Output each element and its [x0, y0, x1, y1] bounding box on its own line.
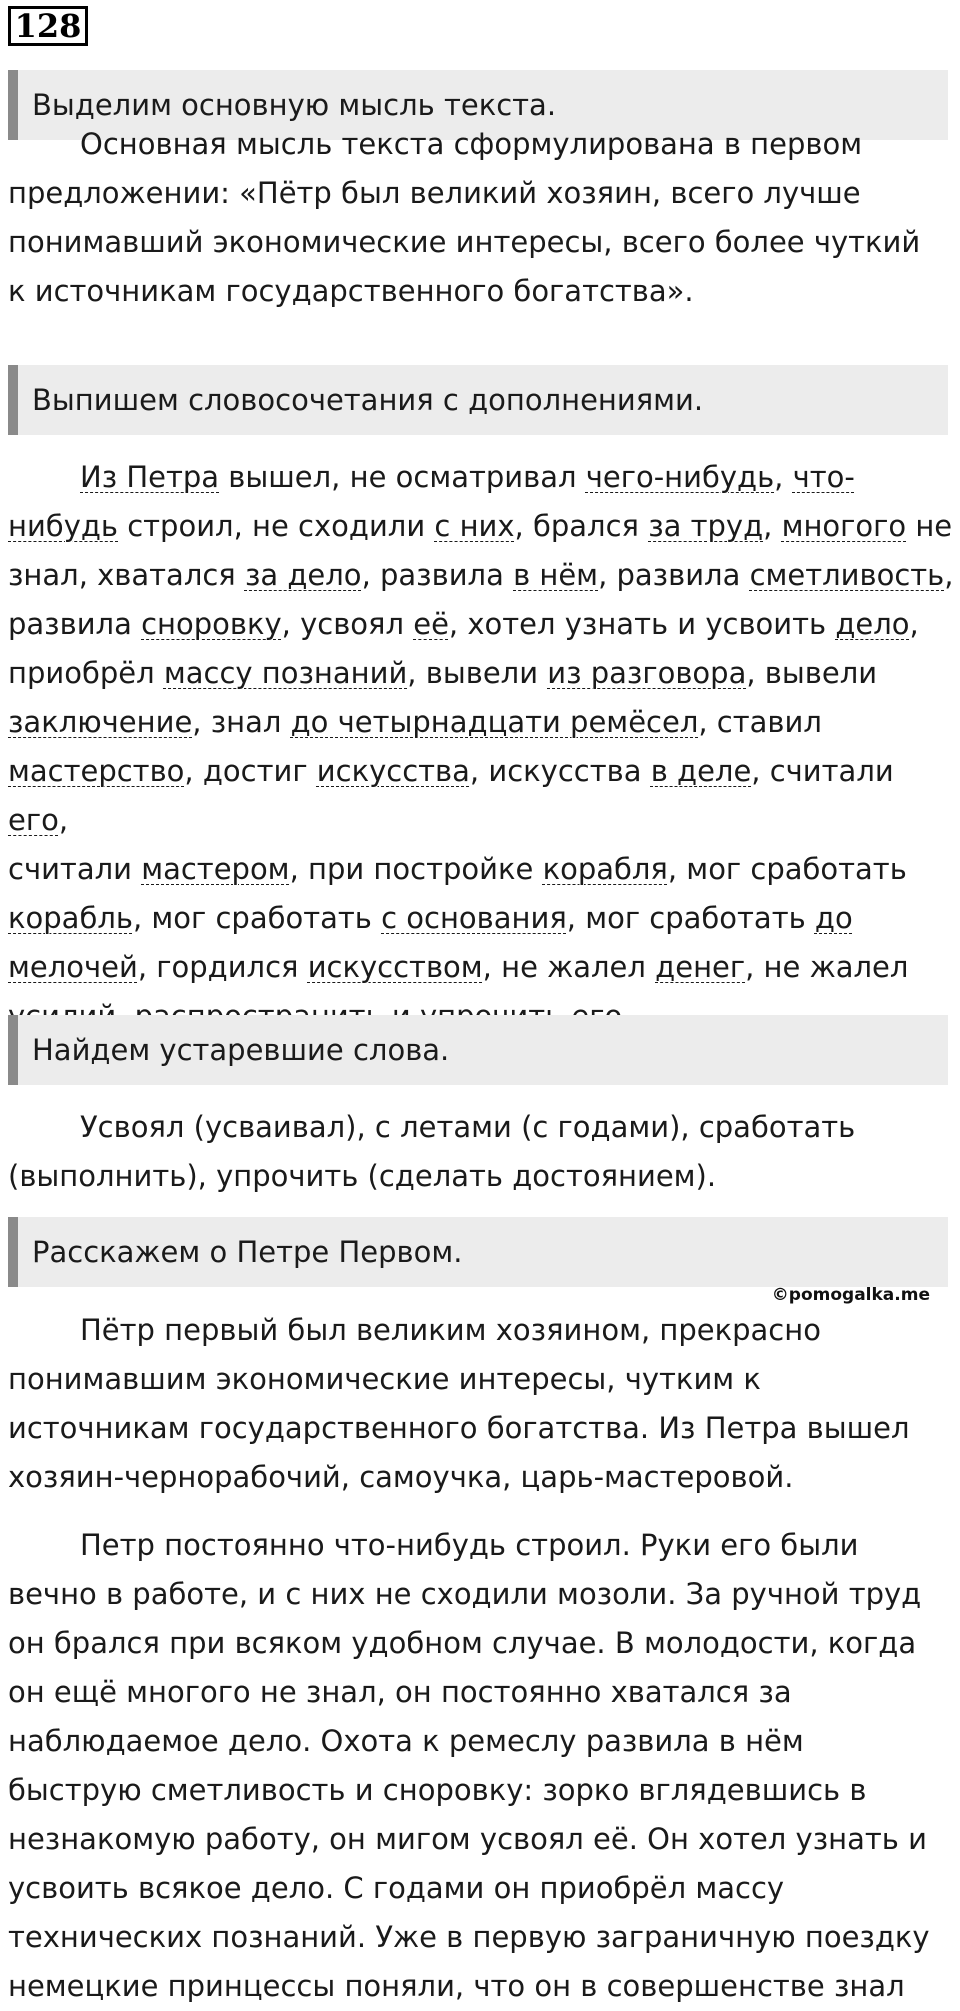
text-line: наблюдаемое дело. Охота к ремеслу развила в нём [8, 1724, 804, 1758]
text-line: хозяин-чернорабочий, самоучка, царь-мастеровой. [8, 1460, 794, 1494]
text-line: к источникам государственного богатства». [8, 274, 694, 308]
text-line: вечно в работе, и с них не сходили мозоли. За ручной труд [8, 1577, 922, 1611]
phrase-text: , не жалел [482, 950, 656, 984]
object-phrase: за труд [648, 509, 764, 543]
section-header-story: Расскажем о Петре Первом. [8, 1217, 948, 1287]
text-line: (выполнить), упрочить (сделать достоянием). [8, 1159, 717, 1193]
phrase-text: , считали [751, 754, 894, 788]
object-phrase: в деле [650, 754, 752, 788]
text-line: Усвоял (усваивал), с летами (с годами), сработать [80, 1110, 856, 1144]
text-line: понимавший экономические интересы, всего более чуткий [8, 225, 921, 259]
object-phrase: многого [781, 509, 907, 543]
text-line: немецкие принцессы поняли, что он в совершенстве знал [8, 1969, 905, 2003]
object-phrase: её [413, 607, 449, 641]
phrase-text: , при постройке [289, 852, 543, 886]
object-phrase: за дело [244, 558, 362, 592]
phrase-text: , [763, 509, 782, 543]
object-phrase: искусства [316, 754, 470, 788]
text-line: предложении: «Пётр был великий хозяин, всего лучше [8, 176, 861, 210]
text-line: быструю сметливость и сноровку: зорко вглядевшись в [8, 1773, 867, 1807]
text-line: понимавшим экономические интересы, чутким к [8, 1362, 761, 1396]
object-phrase: искусством [307, 950, 483, 984]
object-phrase: массу познаний [163, 656, 408, 690]
text-line: Основная мысль текста сформулирована в первом [80, 127, 863, 161]
phrase-text: , ставил [698, 705, 822, 739]
object-phrase: до четырнадцати ремёсел [290, 705, 699, 739]
text-line: он ещё многого не знал, он постоянно хватался за [8, 1675, 792, 1709]
phrase-text: , брался [514, 509, 649, 543]
object-phrase: нибудь [8, 509, 118, 543]
text-line: незнакомую работу, он мигом усвоял её. Он хотел узнать и [8, 1822, 927, 1856]
section-header-main-idea: Выделим основную мысль текста. [8, 70, 948, 140]
object-phrase: его [8, 803, 59, 837]
phrase-text: , [58, 803, 69, 837]
phrase-text: развила [8, 607, 142, 641]
phrase-text: , мог сработать [667, 852, 907, 886]
object-phrase: до [814, 901, 853, 935]
object-phrase: из разговора [547, 656, 747, 690]
phrase-text: строил, не сходили [118, 509, 435, 543]
phrase-text: , [909, 607, 919, 641]
phrase-text: знал, хватался [8, 558, 245, 592]
paragraph-story-1 [8, 1306, 954, 1502]
phrase-text: , [944, 558, 954, 592]
object-phrase: с основания [381, 901, 567, 935]
phrase-text: , мог сработать [132, 901, 382, 935]
phrase-text: , гордился [137, 950, 308, 984]
phrase-text: , знал [192, 705, 291, 739]
paragraph-obsolete-words [8, 1103, 954, 1201]
object-phrase: корабль [8, 901, 133, 935]
object-phrase: в нём [513, 558, 599, 592]
phrase-text: , развила [598, 558, 750, 592]
section-header-phrases: Выпишем словосочетания с дополнениями. [8, 365, 948, 435]
paragraph-story-2 [8, 1521, 954, 2011]
section-header-obsolete-words: Найдем устаревшие слова. [8, 1015, 948, 1085]
phrase-text: , мог сработать [566, 901, 815, 935]
object-phrase: мелочей [8, 950, 138, 984]
text-line: усвоить всякое дело. С годами он приобрёл массу [8, 1871, 785, 1905]
phrase-text: , [774, 460, 793, 494]
phrase-text: , хотел узнать и усвоить [448, 607, 836, 641]
object-phrase: денег [655, 950, 746, 984]
phrase-text: , искусства [469, 754, 651, 788]
text-line: источникам государственного богатства. Из Петра вышел [8, 1411, 910, 1445]
phrase-text: приобрёл [8, 656, 164, 690]
phrase-text: , развила [361, 558, 514, 592]
object-phrase: чего-нибудь [585, 460, 775, 494]
object-phrase: заключение [8, 705, 193, 739]
text-line: он брался при всяком удобном случае. В молодости, когда [8, 1626, 917, 1660]
paragraph-main-idea [8, 120, 954, 316]
text-line: технических познаний. Уже в первую заграничную поездку [8, 1920, 930, 1954]
object-phrase: корабля [542, 852, 668, 886]
object-phrase: дело [835, 607, 910, 641]
phrase-text: не [906, 509, 953, 543]
text-line: Петр постоянно что-нибудь строил. Руки его были [80, 1528, 859, 1562]
paragraph-phrases [8, 453, 954, 1041]
phrase-text: , усвоял [281, 607, 414, 641]
phrase-text: , достиг [184, 754, 317, 788]
object-phrase: что- [792, 460, 855, 494]
phrase-text: , вывели [746, 656, 878, 690]
phrase-text: , вывели [407, 656, 548, 690]
object-phrase: сметливость [749, 558, 945, 592]
object-phrase: с них [434, 509, 515, 543]
phrase-text: считали [8, 852, 142, 886]
task-number: 128 [8, 6, 88, 46]
credit-watermark: ©pomogalka.me [771, 1285, 930, 1305]
phrase-text: , не жалел [745, 950, 909, 984]
object-phrase: сноровку [141, 607, 282, 641]
object-phrase: мастерство [8, 754, 185, 788]
phrase-text: вышел, не осматривал [219, 460, 586, 494]
object-phrase: Из Петра [80, 460, 220, 494]
object-phrase: мастером [141, 852, 290, 886]
text-line: Пётр первый был великим хозяином, прекрасно [80, 1313, 821, 1347]
